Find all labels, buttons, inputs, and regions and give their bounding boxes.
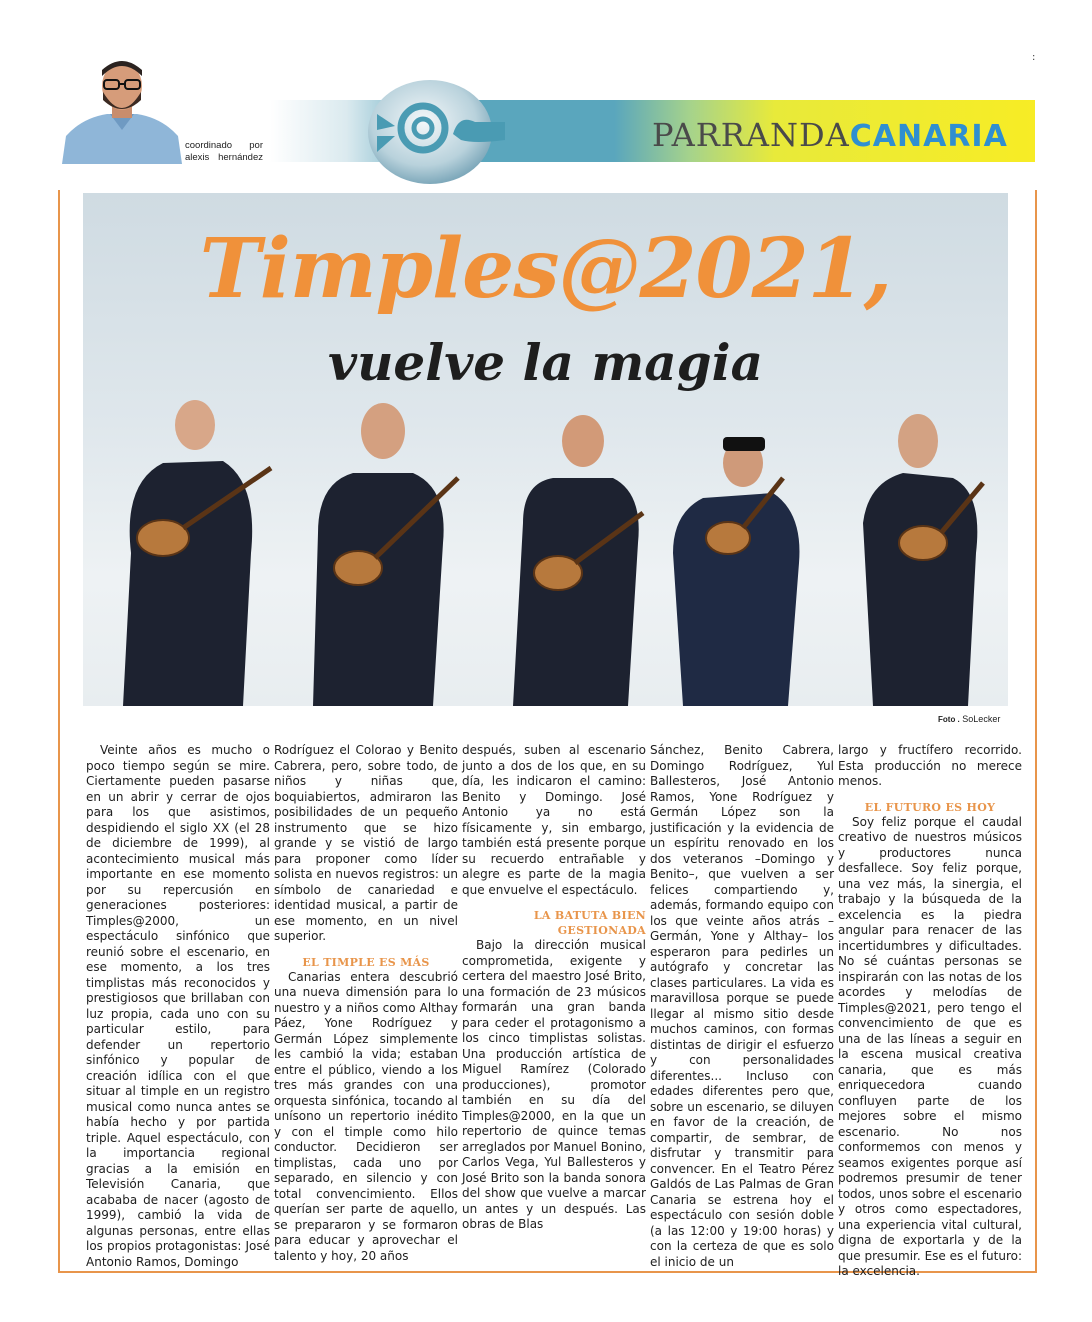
coordinator-photo bbox=[62, 56, 182, 164]
section-subheading: EL TIMPLE ES MÁS bbox=[302, 955, 430, 969]
section-subheading: LA BATUTA BIEN GESTIONADA bbox=[533, 909, 646, 937]
photo-credit bbox=[938, 714, 1000, 724]
article-title: Timples@2021, bbox=[199, 221, 892, 317]
section-title-parranda: PARRANDA bbox=[652, 116, 850, 154]
article-column bbox=[86, 743, 270, 1270]
article-paragraph: largo y fructífero recorrido. Esta producción no merece menos. bbox=[838, 743, 1022, 788]
hero-photo bbox=[83, 193, 1008, 706]
article-column bbox=[838, 743, 1022, 1280]
page-number: : bbox=[1032, 52, 1036, 63]
byline bbox=[185, 140, 263, 164]
article-paragraph: Canarias entera descubrió una nueva dimensión para lo nuestro y a niños como Althay Páez, Yone Rodríguez y Germán López simplemente les cambió la vida; estaban entre el público, viendo a los tres más grandes con una orquesta sinfónica, tocando al unísono un repertorio inédito y con el timple como hilo conductor. Decidieron ser timplistas, cada uno por separado, en silencio y con total convencimiento. Ellos querían ser parte de aquello, se prepararon y se formaron para educar y aprovechar el talento y hoy, 20 años bbox=[274, 969, 458, 1263]
byline-line: coordinado por bbox=[185, 140, 263, 151]
article-subtitle: vuelve la magia bbox=[328, 333, 763, 392]
article-paragraph: Rodríguez el Colorao y Benito Cabrera, pero, sobre todo, de niños y niñas que, boquiabiertos, admiraron las posibilidades de un pequeño instrumento que se hizo grande y se vistió de largo para proponer como líder solista en nuevos registros: un símbolo de canariedad e identidad musical, a partir de ese momento, en un nivel superior. bbox=[274, 743, 458, 943]
section-title-canaria: CANARIA bbox=[849, 119, 1008, 154]
article-column bbox=[650, 743, 834, 1270]
article-paragraph: Sánchez, Benito Cabrera, Domingo Rodríguez, Yul Ballesteros, José Antonio Ramos, Yone Rodríguez y Germán López son la justificación y la evidencia de un espíritu renovado en los dos veteranos –Domingo y Benito–, que vuelven a ser felices compartiendo y, además, formando equipo con los que veinte años atrás –Germán, Yone y Althay– los esperaron para pedirles un autógrafo y concretar las clases particulares. La vida es maravillosa porque se puede llegar al mismo sitio desde muchos caminos, con formas distintas de dirigir el esfuerzo y con personalidades diferentes... Incluso con edades diferentes pero que, sobre un escenario, se diluyen en favor de la creación, de compartir, de sembrar, de disfrutar y transmitir para convencer. En el Teatro Pérez Galdós de Las Palmas de Gran Canaria se estrena hoy el espectáculo con sesión doble (a las 12:00 y 19:00 horas) y con la certeza de que es solo el inicio de un bbox=[650, 743, 834, 1269]
photo-credit-label: Foto . bbox=[938, 715, 960, 724]
timple-logo-icon bbox=[365, 78, 505, 186]
article-paragraph: después, suben al escenario junto a dos de los que, en su día, les indicaron el camino: Benito y Domingo. José Antonio ya no está físicamente y, sin embargo, también está presente porque su recuerdo entrañable y alegre es parte de la magia que envuelve el espectáculo. bbox=[462, 743, 646, 897]
section-title bbox=[652, 116, 1008, 154]
article-column bbox=[462, 743, 646, 1233]
article-column bbox=[274, 743, 458, 1264]
article-paragraph: Soy feliz porque el caudal creativo de nuestros músicos y productores nunca desfallece. Soy feliz porque, una vez más, la sinergia, el trabajo y la búsqueda de la excelencia es la piedra angular para renacer de las incertidumbres y dificultades. No sé cuántas personas se inspirarán con las notas de los acordes y melodías de Timples@2021, pero tengo el convencimiento de que es una de las líneas a seguir en la escena musical creativa canaria, que es más enriquecedora cuando confluyen parte de los mejores sobre el mismo escenario. No nos conformemos con menos y seamos exigentes porque así podremos presumir de tener todos, unos sobre el escenario y otros como espectadores, una experiencia vital cultural, digna de exportarla y de la que presumir. Ese es el futuro: la excelencia. bbox=[838, 814, 1022, 1278]
photo-credit-name: SoLecker bbox=[962, 714, 1001, 724]
byline-author: alexis hernández bbox=[185, 152, 263, 163]
article-paragraph: Veinte años es mucho o poco tiempo según se mire. Ciertamente pueden pasarse en un abrir y cerrar de ojos para los que asistimos, despidiendo el siglo XX (el 28 de diciembre de 1999), al acontecimiento musical más importante en ese momento por su repercusión en generaciones posteriores: Timples@2000, un espectáculo sinfónico que reunió sobre el escenario, en ese momento, a los tres timplistas más reconocidos y prestigiosos que brillaban con luz propia, cada uno con su particular estilo, para defender un repertorio sinfónico y popular de creación idílica con el que situar al timple en un registro musical como nunca antes se había hecho y por partida triple. Aquel espectáculo, con la importancia regional gracias a la emisión en Televisión Canaria, que acababa de nacer (agosto de 1999), cambió la vida de algunas personas, entre ellas los propios protagonistas: José Antonio Ramos, Domingo bbox=[86, 743, 270, 1269]
article-paragraph: Bajo la dirección musical comprometida, exigente y certera del maestro José Brito, una formación de 23 músicos formarán una gran banda para ceder el protagonismo a los cinco timplistas solistas. Una producción artística de Miguel Ramírez (Colorado producciones), promotor también en su día del Timples@2000, en la que un repertorio de quince temas arreglados por Manuel Bonino, Carlos Vega, Yul Ballesteros y José Brito son la banda sonora del show que vuelve a marcar un antes y un después. Las obras de Blas bbox=[462, 938, 646, 1231]
section-subheading: EL FUTURO ES HOY bbox=[864, 800, 996, 814]
